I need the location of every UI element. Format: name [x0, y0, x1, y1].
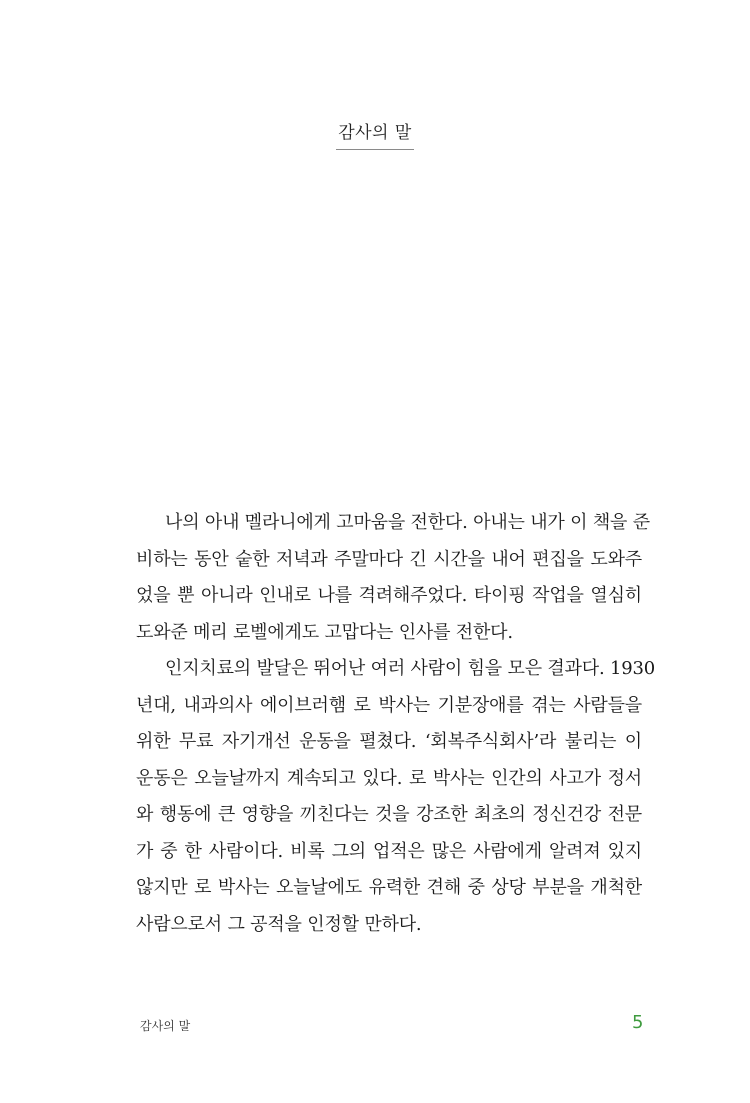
paragraph-2-line-2: 년대, 내과의사 에이브러햄 로 박사는 기분장애를 겪는 사람들을: [136, 694, 642, 716]
chapter-heading: [0, 118, 750, 150]
chapter-title: 감사의 말: [336, 118, 414, 150]
body-text: [136, 505, 656, 943]
page-number: 5: [632, 1012, 644, 1033]
paragraph-1-line-1: 나의 아내 멜라니에게 고마움을 전한다. 아내는 내가 이 책을 준: [165, 512, 650, 533]
paragraph-2-line-1: 인지치료의 발달은 뛰어난 여러 사람이 힘을 모은 결과다. 1930: [165, 658, 656, 679]
paragraph-2-line-8: 사람으로서 그 공적을 인정할 만하다.: [136, 913, 422, 935]
paragraph-2-line-6: 가 중 한 사람이다. 비록 그의 업적은 많은 사람에게 알려져 있지: [136, 840, 642, 862]
paragraph-2-line-4: 운동은 오늘날까지 계속되고 있다. 로 박사는 인간의 사고가 정서: [136, 767, 642, 789]
paragraph-2-line-5: 와 행동에 큰 영향을 끼친다는 것을 강조한 최초의 정신건강 전문: [136, 804, 642, 825]
paragraph-2-line-3: 위한 무료 자기개선 운동을 펼쳤다. ‘회복주식회사’라 불리는 이: [136, 731, 642, 752]
paragraph-1-line-3: 었을 뿐 아니라 인내로 나를 격려해주었다. 타이핑 작업을 열심히: [136, 585, 642, 606]
paragraph-2-line-7: 않지만 로 박사는 오늘날에도 유력한 견해 중 상당 부분을 개척한: [136, 877, 642, 898]
running-footer-title: 감사의 말: [140, 1019, 191, 1033]
paragraph-1-line-4: 도와준 메리 로벨에게도 고맙다는 인사를 전한다.: [136, 621, 513, 643]
paragraph-1-line-2: 비하는 동안 숱한 저녁과 주말마다 긴 시간을 내어 편집을 도와주: [136, 548, 642, 570]
